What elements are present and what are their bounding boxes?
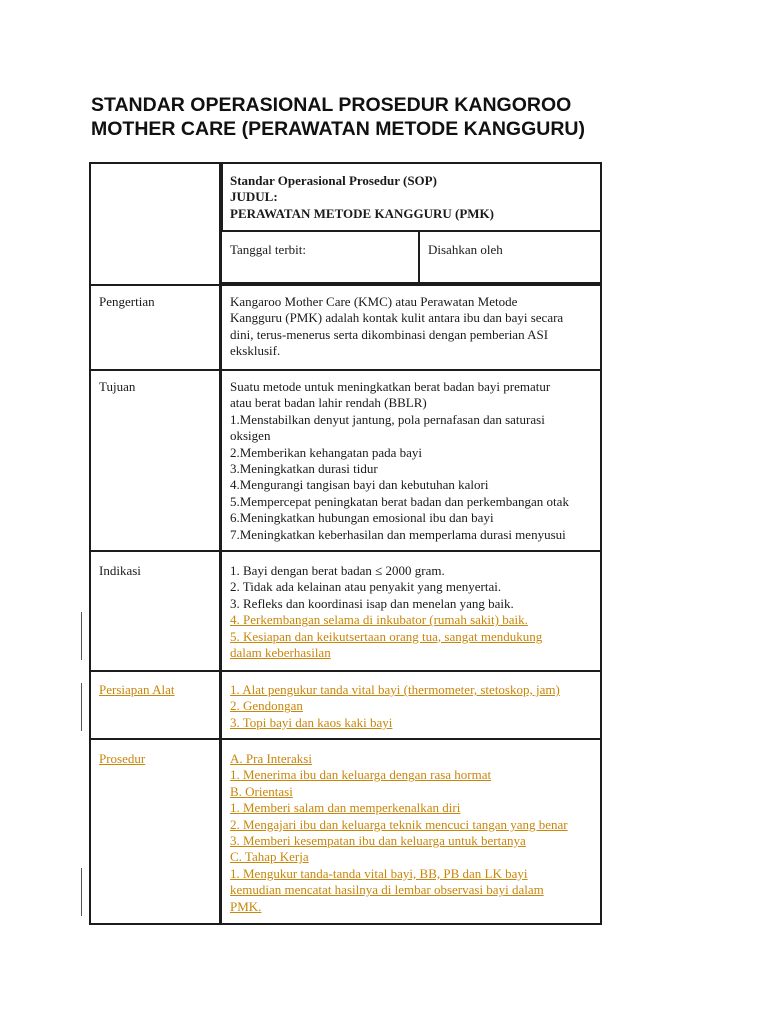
text-line: 4.Mengurangi tangisan bayi dan kebutuhan kalori (230, 477, 489, 493)
tracked-change-line[interactable]: 2. Gendongan (230, 698, 303, 714)
indikasi-content (230, 563, 542, 661)
tracked-change-line[interactable]: dalam keberhasilan (230, 645, 331, 661)
pengertian-content (230, 294, 563, 360)
prosedur-label[interactable]: Prosedur (99, 751, 146, 766)
text-line: 2. Tidak ada kelainan atau penyakit yang menyertai. (230, 579, 502, 595)
tracked-change-line[interactable]: 2. Mengajari ibu dan keluarga teknik mencuci tangan yang benar (230, 816, 568, 832)
text-line: 3.Meningkatkan durasi tidur (230, 461, 378, 477)
tujuan-content (230, 379, 569, 543)
tracked-change-line[interactable]: A. Pra Interaksi (230, 751, 312, 766)
row-divider (89, 550, 602, 552)
text-line: atau berat badan lahir rendah (BBLR) (230, 395, 427, 411)
tracked-change-line[interactable]: C. Tahap Kerja (230, 849, 309, 865)
text-line: 1. Bayi dengan berat badan ≤ 2000 gram. (230, 563, 445, 578)
tracked-change-line[interactable]: 3. Topi bayi dan kaos kaki bayi (230, 714, 393, 730)
text-line: eksklusif. (230, 343, 281, 359)
header-inner-divider (418, 231, 420, 283)
tanggal-terbit-label: Tanggal terbit: (230, 242, 306, 257)
indikasi-label: Indikasi (99, 563, 141, 578)
page-title (91, 93, 711, 141)
text-line: Kangguru (PMK) adalah kontak kulit antara ibu dan bayi secara (230, 310, 564, 326)
revision-mark (81, 683, 82, 731)
row-divider (89, 738, 602, 740)
row-divider (89, 284, 602, 286)
text-line: oksigen (230, 428, 271, 444)
header-line: Standar Operasional Prosedur (SOP) (230, 173, 437, 188)
tracked-change-line[interactable]: 1. Mengukur tanda-tanda vital bayi, BB, PB dan LK bayi (230, 865, 528, 881)
header-line: JUDUL: (230, 189, 278, 205)
tracked-change-line[interactable]: 1. Menerima ibu dan keluarga dengan rasa hormat (230, 767, 492, 783)
text-line: 6.Meningkatkan hubungan emosional ibu dan bayi (230, 510, 494, 526)
persiapan-alat-content (230, 682, 560, 731)
tracked-change-line[interactable]: PMK. (230, 898, 262, 914)
text-line: 1.Menstabilkan denyut jantung, pola pernafasan dan saturasi (230, 411, 545, 427)
tracked-change-line[interactable]: B. Orientasi (230, 783, 293, 799)
header-title-text (230, 173, 494, 222)
header-line: PERAWATAN METODE KANGGURU (PMK) (230, 205, 494, 221)
table-column-divider (219, 162, 222, 925)
tracked-change-line[interactable]: 3. Memberi kesempatan ibu dan keluarga untuk bertanya (230, 833, 526, 849)
text-line: 2.Memberikan kehangatan pada bayi (230, 444, 423, 460)
text-line: Kangaroo Mother Care (KMC) atau Perawatan Metode (230, 294, 518, 309)
text-line: 5.Mempercepat peningkatan berat badan dan perkembangan otak (230, 493, 569, 509)
row-divider (89, 670, 602, 672)
text-line: Suatu metode untuk meningkatkan berat badan bayi prematur (230, 379, 551, 394)
tracked-change-line[interactable]: 5. Kesiapan dan keikutsertaan orang tua, sangat mendukung (230, 628, 543, 644)
disahkan-oleh-label: Disahkan oleh (428, 242, 503, 257)
title-line-1: STANDAR OPERASIONAL PROSEDUR KANGOROO (91, 94, 572, 116)
tracked-change-line[interactable]: kemudian mencatat hasilnya di lembar observasi bayi dalam (230, 882, 544, 898)
text-line: dini, terus-menerus serta dikombinasi dengan pemberian ASI (230, 326, 549, 342)
tujuan-label: Tujuan (99, 379, 136, 394)
tracked-change-line[interactable]: 1. Alat pengukur tanda vital bayi (thermometer, stetoskop, jam) (230, 682, 560, 697)
persiapan-alat-label[interactable]: Persiapan Alat (99, 682, 175, 697)
title-line-2: MOTHER CARE (PERAWATAN METODE KANGGURU) (91, 118, 585, 140)
pengertian-label: Pengertian (99, 294, 155, 309)
text-line: 7.Meningkatkan keberhasilan dan memperlama durasi menyusui (230, 526, 566, 542)
tracked-change-line[interactable]: 1. Memberi salam dan memperkenalkan diri (230, 800, 461, 816)
revision-mark (81, 612, 82, 660)
tracked-change-line[interactable]: 4. Perkembangan selama di inkubator (rumah sakit) baik. (230, 612, 528, 628)
text-line: 3. Refleks dan koordinasi isap dan menelan yang baik. (230, 595, 514, 611)
prosedur-content (230, 751, 568, 915)
revision-mark (81, 868, 82, 916)
row-divider (89, 369, 602, 371)
